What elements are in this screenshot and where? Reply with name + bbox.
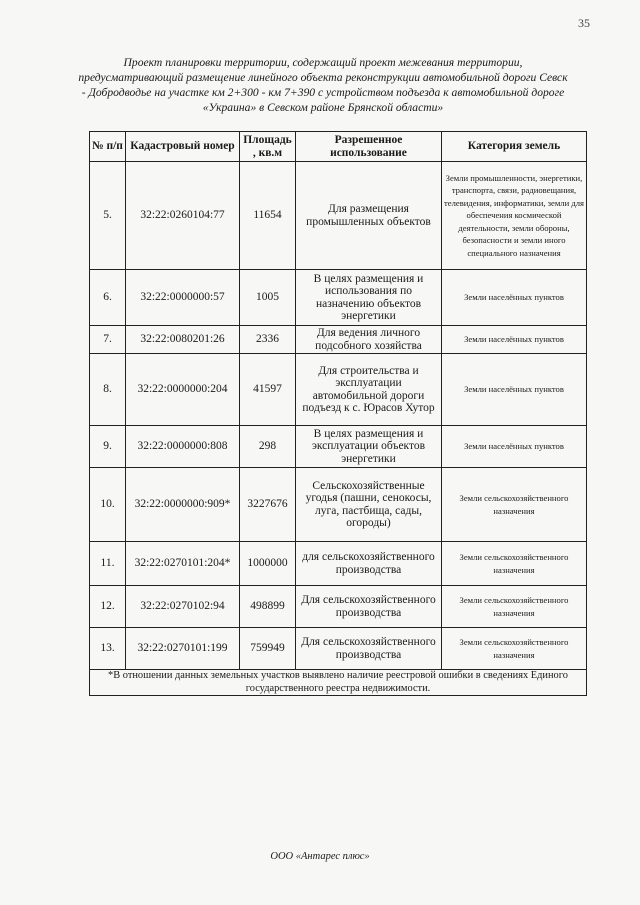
row-cadastral: 32:22:0000000:204: [126, 354, 240, 426]
row-num: 11.: [90, 542, 126, 586]
row-num: 8.: [90, 354, 126, 426]
table-row: [90, 162, 587, 270]
header-cadastral: Кадастровый номер: [126, 132, 240, 162]
row-use: Для размещения промышленных объектов: [296, 162, 442, 270]
header-use: Разрешенное использование: [296, 132, 442, 162]
row-use: Для сельскохозяйственного производства: [296, 628, 442, 670]
table-row: [90, 426, 587, 468]
row-use: Сельскохозяйственные угодья (пашни, сенокосы, луга, пастбища, сады, огороды): [296, 468, 442, 542]
row-use: для сельскохозяйственного производства: [296, 542, 442, 586]
row-num: 5.: [90, 162, 126, 270]
table-row: [90, 628, 587, 670]
row-use: Для строительства и эксплуатации автомобильной дороги подъезд к с. Юрасов Хутор: [296, 354, 442, 426]
row-num: 12.: [90, 586, 126, 628]
row-category: Земли промышленности, энергетики, транспорта, связи, радиовещания, телевидения, информатики, земли для обеспечения космической деятельности, земли обороны, безопасности и земли иного специального назначения: [442, 162, 587, 270]
footnote-row: [90, 670, 587, 696]
row-area: 2336: [240, 326, 296, 354]
row-num: 7.: [90, 326, 126, 354]
header-num: № п/п: [90, 132, 126, 162]
table-row: [90, 542, 587, 586]
row-area: 759949: [240, 628, 296, 670]
row-num: 9.: [90, 426, 126, 468]
row-cadastral: 32:22:0270101:204*: [126, 542, 240, 586]
land-plots-table: [89, 131, 587, 696]
row-cadastral: 32:22:0000000:57: [126, 270, 240, 326]
row-category: Земли сельскохозяйственного назначения: [442, 586, 587, 628]
row-use: Для сельскохозяйственного производства: [296, 586, 442, 628]
row-area: 41597: [240, 354, 296, 426]
row-area: 1000000: [240, 542, 296, 586]
row-category: Земли сельскохозяйственного назначения: [442, 468, 587, 542]
table-row: [90, 468, 587, 542]
table-row: [90, 326, 587, 354]
row-area: 3227676: [240, 468, 296, 542]
row-category: Земли населённых пунктов: [442, 326, 587, 354]
header-area: Площадь , кв.м: [240, 132, 296, 162]
row-num: 6.: [90, 270, 126, 326]
row-use: В целях размещения и эксплуатации объектов энергетики: [296, 426, 442, 468]
row-use: В целях размещения и использования по назначению объектов энергетики: [296, 270, 442, 326]
row-cadastral: 32:22:0260104:77: [126, 162, 240, 270]
row-category: Земли населённых пунктов: [442, 354, 587, 426]
table-footnote: *В отношении данных земельных участков выявлено наличие реестровой ошибки в сведениях Единого государственного реестра недвижимости.: [90, 670, 587, 696]
row-cadastral: 32:22:0000000:909*: [126, 468, 240, 542]
header-category: Категория земель: [442, 132, 587, 162]
page-number: 35: [578, 16, 590, 30]
row-category: Земли сельскохозяйственного назначения: [442, 628, 587, 670]
row-use: Для ведения личного подсобного хозяйства: [296, 326, 442, 354]
row-category: Земли населённых пунктов: [442, 426, 587, 468]
row-category: Земли сельскохозяйственного назначения: [442, 542, 587, 586]
row-cadastral: 32:22:0270102:94: [126, 586, 240, 628]
row-area: 498899: [240, 586, 296, 628]
row-category: Земли населённых пунктов: [442, 270, 587, 326]
row-cadastral: 32:22:0000000:808: [126, 426, 240, 468]
row-area: 11654: [240, 162, 296, 270]
company-footer: ООО «Антарес плюс»: [270, 851, 370, 862]
table-row: [90, 270, 587, 326]
row-cadastral: 32:22:0270101:199: [126, 628, 240, 670]
row-num: 10.: [90, 468, 126, 542]
row-num: 13.: [90, 628, 126, 670]
row-area: 298: [240, 426, 296, 468]
document-title: Проект планировки территории, содержащий проект межевания территории, предусматривающий размещение линейного объекта реконструкции автомобильной дороги Севск - Добродводье на участке км 2+300 - км 7+390 с устройством подъезда к автомобильной дороге «Украина» в Севском районе Брянской области»: [78, 56, 568, 114]
table-row: [90, 354, 587, 426]
row-cadastral: 32:22:0080201:26: [126, 326, 240, 354]
table-header-row: [90, 132, 587, 162]
row-area: 1005: [240, 270, 296, 326]
table-row: [90, 586, 587, 628]
